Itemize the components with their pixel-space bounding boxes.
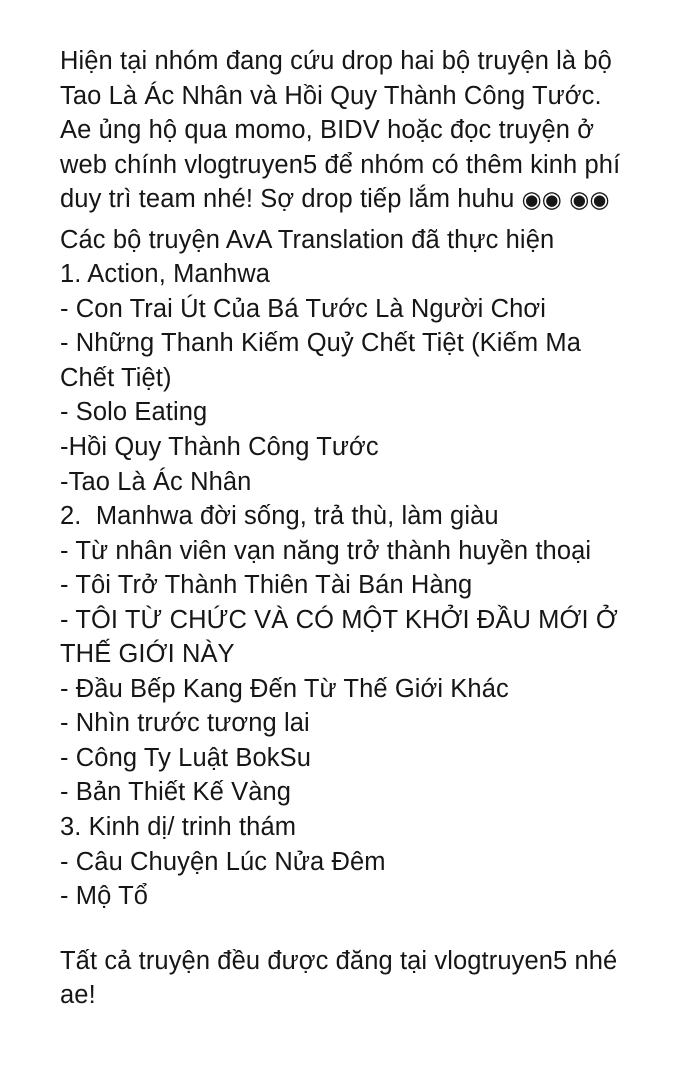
list-item: -Hồi Quy Thành Công Tước — [60, 433, 379, 462]
paragraph-spacer — [60, 914, 634, 944]
list-item: - Nhìn trước tương lai — [60, 709, 310, 738]
list-item: - Solo Eating — [60, 398, 208, 427]
list-item: - Đầu Bếp Kang Đến Từ Thế Giới Khác — [60, 674, 509, 703]
list-item: -Tao Là Ác Nhân — [60, 467, 252, 496]
list-item: - Bản Thiết Kế Vàng — [60, 778, 292, 807]
list-heading-line: Các bộ truyện AvA Translation đã thực hiện — [60, 225, 555, 254]
section-2-heading: 2. Manhwa đời sống, trả thù, làm giàu — [60, 502, 499, 531]
list-item: - Mộ Tổ — [60, 882, 149, 911]
list-item: - Câu Chuyện Lúc Nửa Đêm — [60, 847, 386, 876]
section-3-heading: 3. Kinh dị/ trinh thám — [60, 813, 297, 842]
list-item: - Con Trai Út Của Bá Tước Là Người Chơi — [60, 294, 546, 323]
wide-eyes-emoji: ◉◉ ◉◉ — [521, 187, 610, 214]
section-1-heading: 1. Action, Manhwa — [60, 260, 271, 289]
list-item: - TÔI TỪ CHỨC VÀ CÓ MỘT KHỞI ĐẦU MỚI Ở THẾ GIỚI NÀY — [60, 605, 625, 669]
closing-paragraph: Tất cả truyện đều được đăng tại vlogtruyen5 nhé ae! — [60, 946, 625, 1010]
list-item: - Công Ty Luật BokSu — [60, 743, 312, 772]
intro-paragraph — [60, 44, 634, 217]
list-item: - Những Thanh Kiếm Quỷ Chết Tiệt (Kiếm Ma Chết Tiệt) — [60, 329, 589, 392]
intro-paragraph-text: Hiện tại nhóm đang cứu drop hai bộ truyện là bộ Tao Là Ác Nhân và Hồi Quy Thành Công Tước. Ae ủng hộ qua momo, BIDV hoặc đọc truyện ở web chính vlogtruyen5 để nhóm có thêm kinh phí duy trì team nhé! Sợ drop tiếp lắm huhu — [60, 47, 628, 214]
list-item: - Từ nhân viên vạn năng trở thành huyền thoại — [60, 536, 592, 565]
list-item: - Tôi Trở Thành Thiên Tài Bán Hàng — [60, 571, 473, 600]
